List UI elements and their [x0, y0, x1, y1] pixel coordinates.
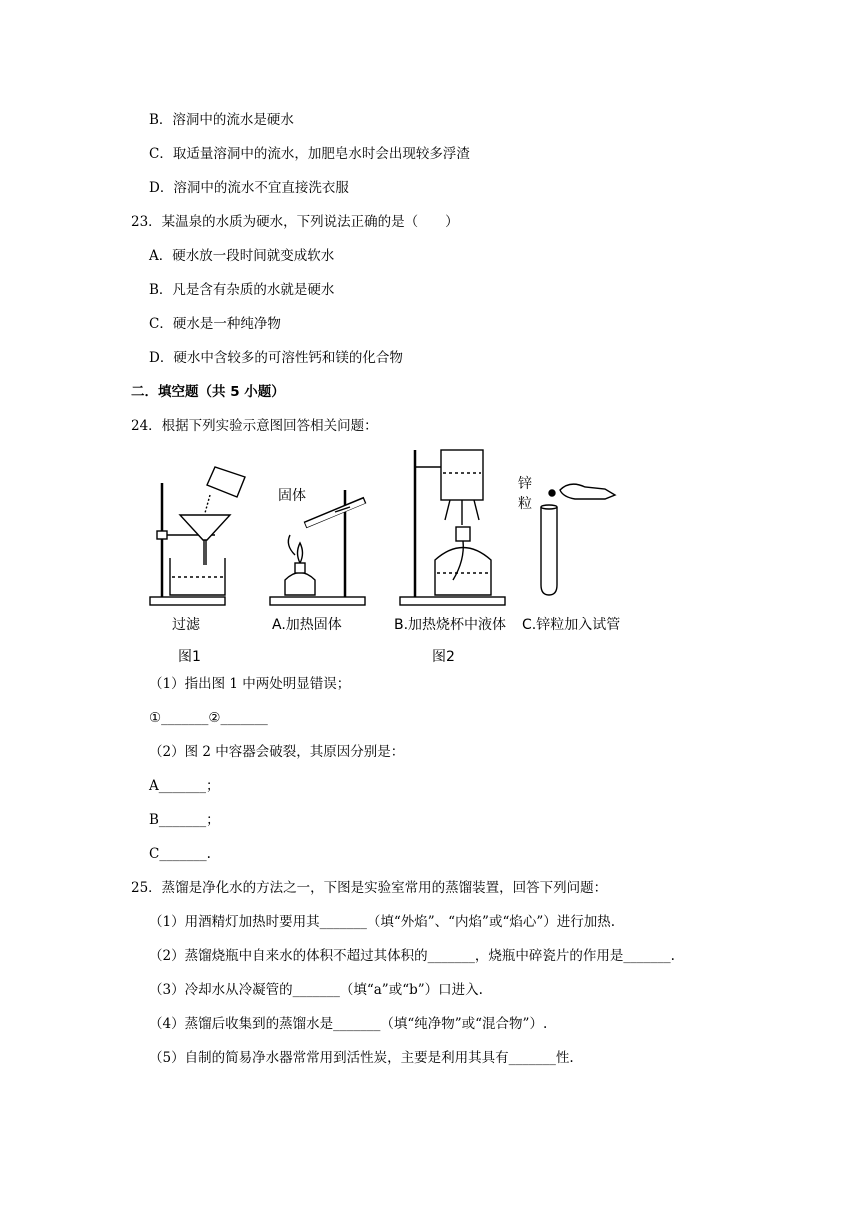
q23-option-a: A．硬水放一段时间就变成软水: [149, 248, 335, 264]
q24-part2: （2）图 2 中容器会破裂，其原因分别是：: [149, 744, 405, 760]
q22-option-d: D．溶洞中的流水不宜直接洗衣服: [149, 180, 349, 196]
q24-part1: （1）指出图 1 中两处明显错误；: [149, 676, 351, 692]
q25-part5: （5）自制的简易净水器常常用到活性炭，主要是利用其具有_______性.: [149, 1050, 574, 1066]
q25-part4: （4）蒸馏后收集到的蒸馏水是_______（填“纯净物”或“混合物”）.: [149, 1016, 548, 1032]
q23-stem: 23．某温泉的水质为硬水，下列说法正确的是（ ）: [131, 214, 459, 230]
q23-option-b: B．凡是含有杂质的水就是硬水: [149, 282, 335, 298]
q24-stem: 24．根据下列实验示意图回答相关问题：: [131, 418, 378, 434]
q24-part2-a: A_______；: [149, 778, 220, 794]
q25-part2: （2）蒸馏烧瓶中自来水的体积不超过其体积的_______，烧瓶中碎瓷片的作用是_______.: [149, 948, 675, 964]
q24-part1-blanks: ①_______②_______: [149, 710, 268, 726]
q25-stem: 25．蒸馏是净化水的方法之一，下图是实验室常用的蒸馏装置，回答下列问题：: [131, 880, 608, 896]
q23-option-d: D．硬水中含较多的可溶性钙和镁的化合物: [149, 350, 403, 366]
q25-part3: （3）冷却水从冷凝管的_______（填“a”或“b”）口进入.: [149, 982, 483, 998]
caption-c: C.锌粒加入试管: [522, 617, 621, 633]
section-title: 二．填空题（共 5 小题）: [131, 384, 285, 400]
caption-fig2: 图2: [432, 649, 455, 665]
q24-part2-c: C_______.: [149, 846, 211, 862]
caption-a: A.加热固体: [272, 617, 342, 633]
label-solid: 固体: [278, 488, 306, 504]
caption-b: B.加热烧杯中液体: [394, 617, 507, 633]
q22-option-b: B．溶洞中的流水是硬水: [149, 112, 294, 128]
caption-fig1: 图1: [178, 649, 201, 665]
q22-option-c: C．取适量溶洞中的流水，加肥皂水时会出现较多浮渣: [149, 146, 470, 162]
lab-apparatus-figure: [145, 445, 625, 615]
q24-part2-b: B_______；: [149, 812, 220, 828]
q25-part1: （1）用酒精灯加热时要用其_______（填“外焰”、“内焰”或“焰心”）进行加热.: [149, 914, 616, 930]
q23-option-c: C．硬水是一种纯净物: [149, 316, 281, 332]
caption-filter: 过滤: [172, 617, 200, 633]
label-zinc: 锌粒: [518, 476, 532, 512]
